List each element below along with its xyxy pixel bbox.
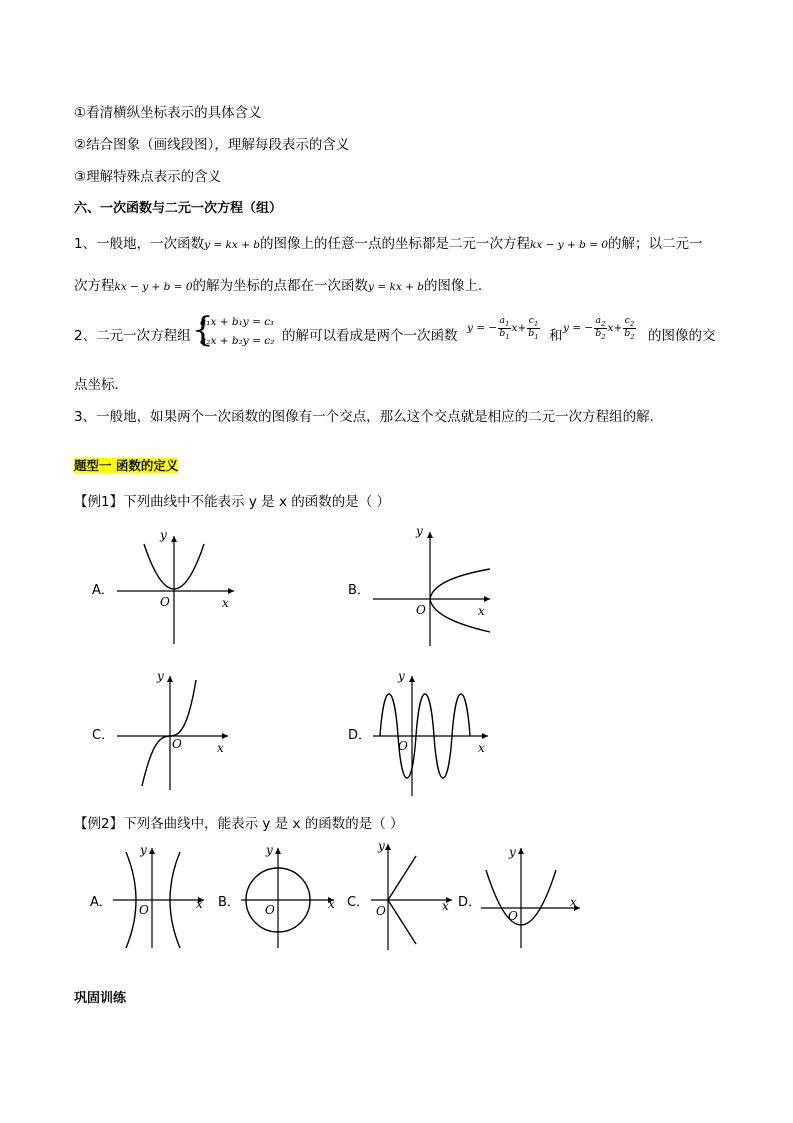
ex2-graph-c bbox=[366, 838, 461, 953]
ex1-choice-c-label: C． bbox=[92, 728, 115, 743]
svg-text:O: O bbox=[398, 739, 408, 753]
ex2-choice-b-label: B． bbox=[218, 895, 240, 910]
ex2-graph-d bbox=[476, 842, 586, 952]
svg-text:O: O bbox=[139, 903, 149, 917]
svg-text:O: O bbox=[416, 603, 426, 617]
item-2-line-2: 点坐标． bbox=[74, 377, 128, 393]
item-2-label: 2、二元一次方程组 bbox=[74, 328, 191, 344]
item-1-line-2: 次方程kx − y + b = 0的解为坐标的点都在一次函数y = kx + b的图像上． bbox=[74, 278, 492, 294]
point-1: ①看清横纵坐标表示的具体含义 bbox=[74, 105, 262, 121]
item-1-line-1: 1、一般地，一次函数y = kx + b的图像上的任意一点的坐标都是二元一次方程kx − y + b = 0的解；以二元一 bbox=[74, 236, 703, 252]
section-6-title: 六、一次函数与二元一次方程（组） bbox=[74, 201, 283, 216]
svg-text:x: x bbox=[328, 897, 335, 911]
svg-text:x: x bbox=[217, 741, 224, 755]
example-2-question: 【例2】下列各曲线中，能表示 y 是 x 的函数的是（ ） bbox=[74, 816, 404, 832]
equation-row-1: a₁x + b₁y = c₁ bbox=[200, 316, 275, 328]
linear-function-1: y = − $\frac{a_1}{b_1}$ x+ $\frac{c_1}{b_1}$ bbox=[467, 315, 539, 341]
svg-text:O: O bbox=[265, 903, 275, 917]
consolidation-title: 巩固训练 bbox=[74, 991, 127, 1006]
ex2-choice-a-label: A． bbox=[90, 895, 112, 910]
svg-text:y: y bbox=[157, 669, 164, 683]
ex1-choice-d-label: D． bbox=[348, 728, 372, 743]
ex1-graph-a bbox=[112, 524, 242, 649]
svg-text:y: y bbox=[416, 524, 423, 538]
svg-text:y: y bbox=[140, 843, 147, 857]
linear-function-2: y = − $\frac{a_2}{b_2}$ x+ $\frac{c_2}{b_2}$ bbox=[563, 315, 635, 341]
svg-text:O: O bbox=[172, 737, 182, 751]
svg-text:y: y bbox=[160, 528, 167, 542]
svg-text:x: x bbox=[478, 604, 485, 618]
svg-text:x: x bbox=[442, 899, 449, 913]
point-3: ③理解特殊点表示的含义 bbox=[74, 169, 222, 185]
svg-text:O: O bbox=[508, 909, 518, 923]
type-1-title: 题型一 函数的定义 bbox=[74, 458, 179, 473]
item-3: 3、一般地，如果两个一次函数的图像有一个交点，那么这个交点就是相应的二元一次方程组的解． bbox=[74, 409, 664, 425]
svg-text:x: x bbox=[196, 897, 203, 911]
equation-row-2: a₂x + b₂y = c₂ bbox=[200, 335, 275, 347]
example-1-question: 【例1】下列曲线中不能表示 y 是 x 的函数的是（ ） bbox=[74, 494, 391, 510]
ex2-graph-a bbox=[108, 842, 208, 952]
svg-text:y: y bbox=[509, 845, 516, 859]
svg-text:x: x bbox=[222, 596, 229, 610]
item-2-and: 和 bbox=[549, 328, 563, 344]
ex1-graph-d bbox=[368, 668, 498, 798]
ex1-choice-a-label: A． bbox=[92, 583, 114, 598]
svg-text:O: O bbox=[376, 904, 386, 918]
ex2-graph-b bbox=[236, 842, 341, 952]
svg-text:x: x bbox=[478, 741, 485, 755]
ex1-choice-b-label: B． bbox=[348, 583, 370, 598]
point-2: ②结合图象（画线段图），理解每段表示的含义 bbox=[74, 137, 350, 153]
svg-text:O: O bbox=[160, 595, 170, 609]
svg-text:y: y bbox=[398, 669, 405, 683]
equation-system: { a₁x + b₁y = c₁ a₂x + b₂y = c₂ bbox=[192, 310, 275, 350]
svg-text:y: y bbox=[378, 839, 385, 853]
ex2-choice-c-label: C． bbox=[347, 895, 370, 910]
svg-text:x: x bbox=[570, 895, 577, 909]
svg-text:y: y bbox=[266, 843, 273, 857]
ex1-graph-b bbox=[368, 524, 498, 649]
item-2-middle: 的解可以看成是两个一次函数 bbox=[282, 328, 458, 344]
item-2-end: 的图像的交 bbox=[648, 328, 716, 344]
ex2-choice-d-label: D． bbox=[458, 895, 482, 910]
ex1-graph-c bbox=[112, 668, 242, 793]
